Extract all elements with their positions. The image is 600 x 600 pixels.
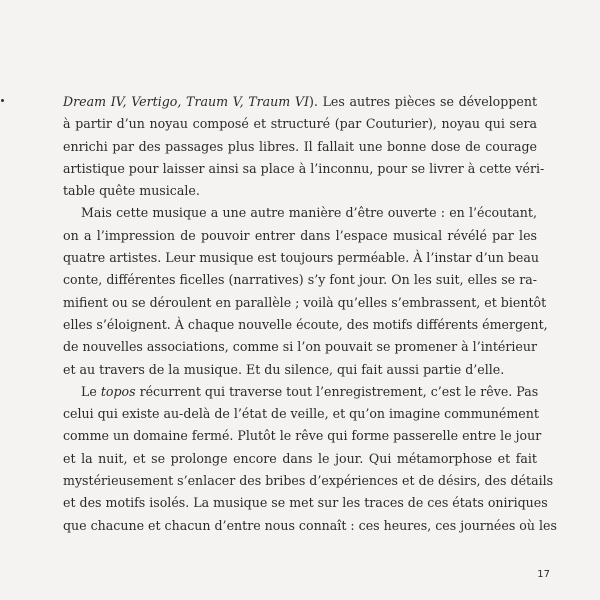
- italic-span: topos: [100, 383, 136, 399]
- text-line: conte, différentes ficelles (narratives) s’y font jour. On les suit, elles se ra-: [63, 272, 537, 288]
- text-line: elles s’éloignent. À chaque nouvelle écoute, des motifs différents émergent,: [63, 316, 548, 332]
- text-line: mystérieusement s’enlacer des bribes d’expériences et de désirs, des détails: [63, 473, 554, 489]
- text-line: on a l’impression de pouvoir entrer dans l’espace musical révélé par les: [63, 227, 537, 243]
- italic-span: Dream IV, Vertigo, Traum V, Traum VI: [63, 94, 309, 109]
- text-line: [63, 381, 537, 403]
- text-line: et au travers de la musique. Et du silence, qui fait aussi partie d’elle.: [63, 361, 505, 377]
- text-line: que chacune et chacun d’entre nous connaît : ces heures, ces journées où les: [63, 517, 557, 533]
- text-line: Mais cette musique a une autre manière d’être ouverte : en l’écoutant,: [81, 205, 537, 221]
- text-line: et des motifs isolés. La musique se met sur les traces de ces états oniriques: [63, 495, 548, 511]
- text-line: comme un domaine fermé. Plutôt le rêve qui forme passerelle entre le jour: [63, 428, 542, 444]
- text-line: quatre artistes. Leur musique est toujours perméable. À l’instar d’un beau: [63, 250, 539, 266]
- paragraph: [63, 91, 545, 202]
- page-number: 17: [537, 569, 550, 580]
- text-span: récurrent qui traverse tout l’enregistrement, c’est le rêve. Pas: [135, 383, 539, 399]
- margin-dot: [1, 99, 4, 102]
- text-line: celui qui existe au-delà de l’état de veille, et qu’on imagine communément: [63, 406, 539, 422]
- text-line: artistique pour laisser ainsi sa place à l’inconnu, pour se livrer à cette véri-: [63, 160, 545, 176]
- text-line: et la nuit, et se prolonge encore dans le jour. Qui métamorphose et fait: [63, 450, 537, 466]
- text-span: ). Les autres pièces se développent: [308, 94, 538, 109]
- text-line: à partir d’un noyau composé et structuré (par Couturier), noyau qui sera: [63, 116, 537, 132]
- text-line: table quête musicale.: [63, 183, 200, 199]
- body-text: [63, 91, 557, 537]
- text-span: Le: [81, 383, 101, 399]
- text-line: enrichi par des passages plus libres. Il fallait une bonne dose de courage: [63, 138, 537, 154]
- paragraph: [63, 381, 557, 537]
- text-line: de nouvelles associations, comme si l’on pouvait se promener à l’intérieur: [63, 339, 537, 355]
- text-line: mifient ou se déroulent en parallèle ; voilà qu’elles s’embrassent, et bientôt: [63, 294, 547, 310]
- paragraph: [63, 202, 548, 380]
- text-line: [63, 91, 537, 113]
